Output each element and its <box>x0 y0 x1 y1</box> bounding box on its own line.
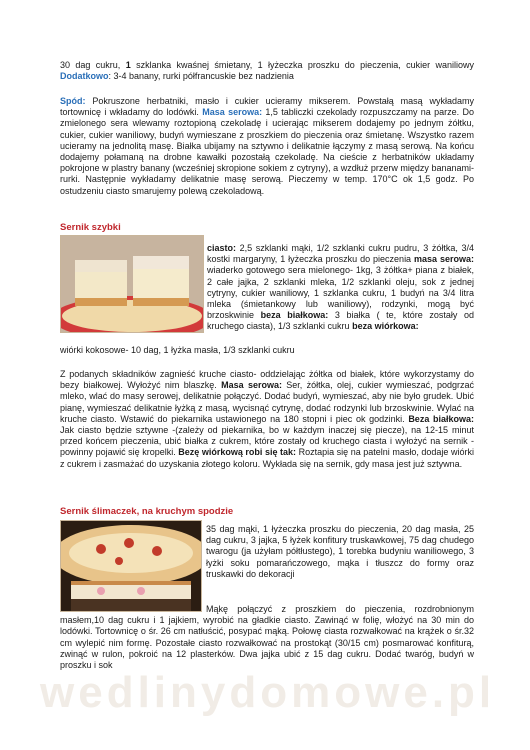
szybki-ingredients <box>207 243 474 333</box>
szybki-method <box>60 369 474 470</box>
watermark: wedlinydomowe.pl <box>40 668 496 717</box>
cheesecake-illustration <box>61 236 203 332</box>
spod-label: Spód: <box>60 96 86 106</box>
spod-text: Pokruszone herbatniki, masło i cukier ucieramy mikserem. Powstałą masą wykładamy tortownicę i wkładamy do lodówki. <box>60 96 474 118</box>
method-text-4: Roztapia się na patelni masło, dodaje wiórki z cukrem i zasmażać do uzyskania złotego koloru. Wykłada się na sernik, gdy masa jest już sztywna. <box>60 447 474 469</box>
spod-text-2: 1,5 tabliczki czekolady rozpuszczamy na parze. Do zmielonego sera wlewamy roztopioną czekoladę i ucierając mikserem dodajemy po jednym żółtku, cukier, cukier waniliowy, budyń wymieszane z proszkiem do pieczenia oraz śmietanę. Wszystko razem ucieramy na jednolitą masę. Białka ubijamy na sztywno i delikatnie łączymy z masą serową. Na końcu dodajemy połamaną na drobne kawałki pozostałą czekoladę. Na cieście z herbatników układamy pokrojone w plastry banany (wcześniej skropione sokiem z cytryny), a wzdłuż przerw między bananami- rurki. Następnie wykładamy delikatnie masę serową. Pieczemy w temp. 170°C ok 1,5 godz. Po ostudzeniu ciasto smarujemy polewą czekoladową. <box>60 107 474 196</box>
wiorkowa-label: beza wiórkowa: <box>352 321 419 332</box>
intro-paragraph <box>60 60 474 82</box>
intro-text-2: szklanka kwaśnej śmietany, 1 łyżeczka proszku do pieczenia, cukier waniliowy <box>130 60 474 70</box>
beza-text: 3 białka ( te, które zostały od kruchego ciasta), 1/3 szklanki cukru <box>207 310 474 332</box>
section-title-sernik-slimaczek: Sernik ślimaczek, na kruchym spodzie <box>60 506 234 517</box>
masa-serowa-label: Masa serowa: <box>202 107 263 118</box>
beza-label: beza białkowa: <box>260 310 329 321</box>
masa-label: masa serowa: <box>414 254 474 265</box>
ciasto-text: 2,5 szklanki mąki, 1/2 szklanki cukru pudru, 3 żółtka, 3/4 kostki margaryny, 1 łyżeczka proszku do pieczenia <box>207 243 474 265</box>
dodatkowo-text: : 3-4 banany, rurki półfrancuskie bez nadzienia <box>108 71 294 82</box>
method-beza-label: Beza białkowa: <box>408 413 474 424</box>
slimaczek-ingredients: 35 dag mąki, 1 łyżeczka proszku do pieczenia, 20 dag masła, 25 dag cukru, 3 jajka, 5 łyżek konfitury truskawkowej, 75 dag chudego twarogu (ja użyłam półtłustego), 1 torebka budyniu waniliowego, 3 łyżki soku pomarańczowego, mąka i tłuszcz do formy oraz truskawki do dekoracji <box>206 524 474 579</box>
method-wiorkowa-label: Bezę wiórkową robi się tak: <box>178 447 297 458</box>
dodatkowo-label: Dodatkowo <box>60 71 109 82</box>
method-masa-label: Masa serowa: <box>221 380 282 391</box>
sernik-szybki-photo <box>60 235 204 333</box>
slimaczek-illustration <box>61 521 201 611</box>
masa-text: wiaderko gotowego sera mielonego- 1kg, 3 żółtka+ piana z białek, 2 całe jajka, 2 szklanki mleka, 1/2 szklanki oleju, sok z jednej cytryny, cukier waniliowy, 1 szklanka cukru, 1 budyń na 3/4 litra mleka (śmietankowy lub waniliowy), rodzynki, mogą być brzoskwinie <box>207 265 474 321</box>
ciasto-label: ciasto: <box>207 243 237 253</box>
intro-bold: 1 <box>125 60 131 70</box>
section-title-sernik-szybki: Sernik szybki <box>60 222 121 233</box>
sernik-slimaczek-photo <box>60 520 202 612</box>
method-text-3: Jak ciasto będzie sztywne -(zależy od piekarnika, bo w każdym inaczej się piecze), na 12-15 minut przed końcem pieczenia, ubić białka z cukrem, które zostały od kruchego ciasta i wyłożyć na sernik - powinny pojawić się kropelki. <box>60 425 474 458</box>
szybki-wiorkowa-line: wiórki kokosowe- 10 dag, 1 łyżka masła, 1/3 szklanki cukru <box>60 345 295 355</box>
intro-text: 30 dag cukru, <box>60 60 126 70</box>
spod-paragraph <box>60 96 474 197</box>
method-text-2: Ser, żółtka, olej, cukier wymieszać, podgrzać mleko, wlać do masy serowej, delikatnie połączyć. Dodać budyń, wymieszać, aby nie było grudek. Ubić pianę, wymieszać delikatnie łyżką z masą, wycisnąć cytrynę, dodać rodzynki lub brzoskwinie. Wylać na kruche ciasto. Wstawić do piekarnika ustawionego na 180 stopni i piec ok godzinki. <box>60 380 474 424</box>
slimaczek-method: Mąkę połączyć z proszkiem do pieczenia, rozdrobnionym masłem,10 dag cukru i 1 jajkiem, wyrobić na gładkie ciasto. Zawinąć w folię, włożyć na 30 min do lodówki. Tortownicę o śr. 26 cm natłuścić, posypać mąką. Połowę ciasta rozwałkować na krążek o śr.32 cm wylepić nim formę. Pozostałe ciasto rozwałkować na prostokąt (30/15 cm) posmarować konfiturą, zwinąć w rulon, pokroić na 12 plasterków. Dwa jajka ubić z 15 dag cukru. Dodać twaróg, budyń w proszku i sok <box>60 604 474 671</box>
method-text-1: Z podanych składników zagnieść kruche ciasto- oddzielając żółtka od białek, które wykorzystamy do bezy białkowej. Wyłożyć nim blaszkę. <box>60 369 474 391</box>
